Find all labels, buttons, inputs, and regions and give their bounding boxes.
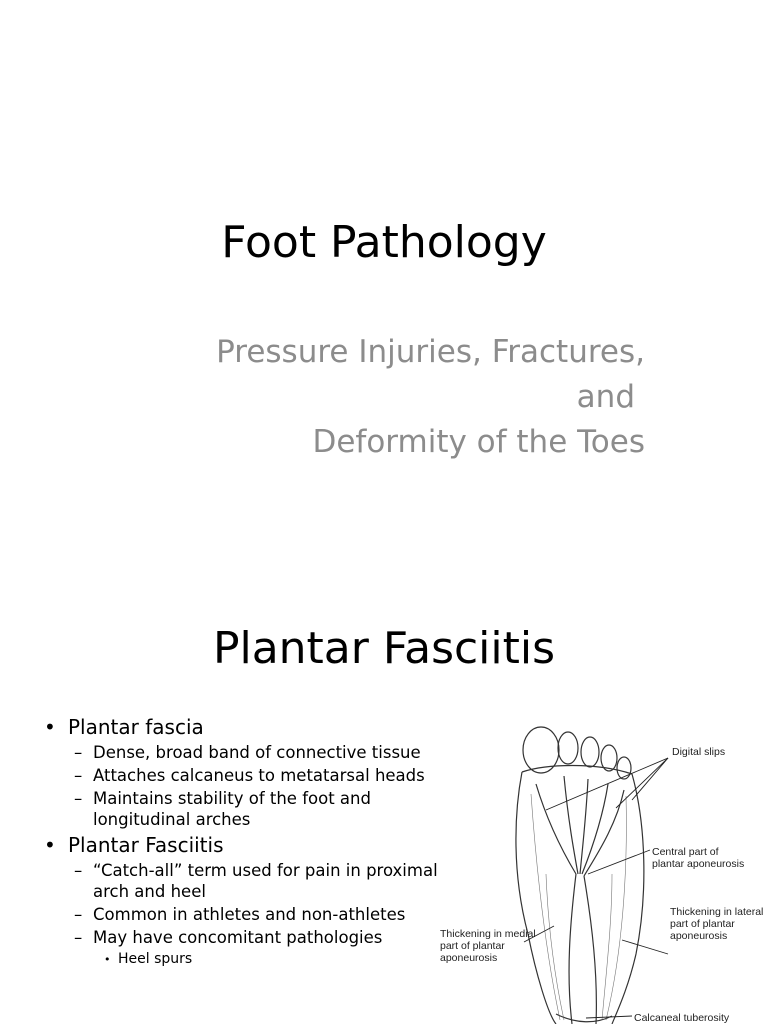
sub-bullet-item bbox=[44, 927, 444, 948]
sub-bullet-text: Common in athletes and non-athletes bbox=[93, 905, 406, 924]
label-line: Thickening in medial bbox=[440, 928, 536, 940]
slide-title: Foot Pathology bbox=[221, 217, 547, 268]
subtitle-line-2: and bbox=[576, 379, 635, 415]
sub-bullet-text: Attaches calcaneus to metatarsal heads bbox=[93, 766, 425, 785]
sub-bullet-text: “Catch-all” term used for pain in proximal arch and heel bbox=[93, 861, 438, 901]
label-line: Thickening in lateral bbox=[670, 906, 764, 918]
slide-subtitle bbox=[150, 330, 645, 465]
label-line: plantar aponeurosis bbox=[652, 858, 745, 870]
subtitle-line-3: Deformity of the Toes bbox=[312, 424, 645, 460]
foot-anatomy-drawing bbox=[436, 724, 768, 1024]
sub-bullet-item bbox=[44, 788, 444, 830]
label-line: part of plantar bbox=[670, 918, 735, 930]
sub-sub-bullet-text: Heel spurs bbox=[118, 951, 193, 967]
label-thickening-medial bbox=[440, 928, 536, 964]
sub-bullet-item bbox=[44, 860, 444, 902]
content-slide bbox=[0, 580, 768, 1024]
sub-bullet-text: May have concomitant pathologies bbox=[93, 928, 383, 947]
bullet-item: • Plantar fascia bbox=[44, 714, 444, 740]
sub-bullet-item bbox=[44, 765, 444, 786]
dash-icon: – bbox=[74, 861, 83, 880]
sub-bullet-item bbox=[44, 904, 444, 925]
label-calcaneal-tuberosity: Calcaneal tuberosity bbox=[634, 1012, 730, 1024]
label-line: aponeurosis bbox=[670, 930, 728, 942]
label-central-part bbox=[652, 846, 744, 870]
bullet-list bbox=[44, 714, 444, 969]
sub-sub-bullet-item bbox=[44, 950, 444, 969]
dash-icon: – bbox=[74, 905, 83, 924]
label-digital-slips: Digital slips bbox=[672, 746, 726, 758]
bullet-dot-icon: • bbox=[104, 953, 111, 966]
label-line: part of plantar bbox=[440, 940, 505, 952]
dash-icon: – bbox=[74, 928, 83, 947]
dash-icon: – bbox=[74, 743, 83, 762]
sub-bullet-text: Dense, broad band of connective tissue bbox=[93, 743, 421, 762]
label-thickening-lateral bbox=[670, 906, 763, 942]
slide-title-plantar-fasciitis: Plantar Fasciitis bbox=[212, 623, 556, 674]
dash-icon: – bbox=[74, 766, 83, 785]
label-line: Central part of bbox=[652, 846, 719, 858]
dash-icon: – bbox=[74, 789, 83, 808]
label-line: aponeurosis bbox=[440, 952, 498, 964]
subtitle-line-1: Pressure Injuries, Fractures, bbox=[216, 334, 645, 370]
plantar-fascia-illustration bbox=[436, 724, 768, 1024]
bullet-item: • Plantar Fasciitis bbox=[44, 832, 444, 858]
sub-bullet-text: Maintains stability of the foot and longitudinal arches bbox=[93, 789, 371, 829]
sub-bullet-item bbox=[44, 742, 444, 763]
